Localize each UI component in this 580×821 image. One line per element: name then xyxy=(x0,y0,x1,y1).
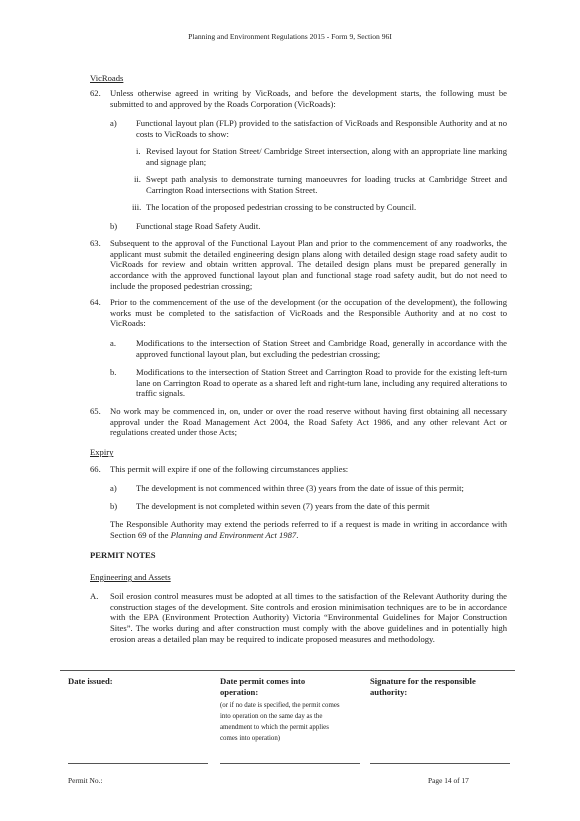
signature-label: Signature for the responsible authority: xyxy=(370,676,476,697)
date-issued-line xyxy=(68,763,208,764)
condition-62a-ii-text: Swept path analysis to demonstrate turning manoeuvres for loading trucks at Cambridge Street and Carrington Road intersections with Station Street. xyxy=(146,174,507,195)
condition-62a-iii-text: The location of the proposed pedestrian crossing to be constructed by Council. xyxy=(146,202,417,212)
signoff-top-rule xyxy=(60,670,515,671)
expiry-note-end: . xyxy=(296,529,299,540)
condition-66a-label: a) xyxy=(110,483,117,493)
condition-62a-label: a) xyxy=(110,118,117,128)
condition-62a-ii-label: ii. xyxy=(134,174,141,184)
condition-62b-text: Functional stage Road Safety Audit. xyxy=(136,221,261,231)
condition-63-text: Subsequent to the approval of the Functional Layout Plan and prior to the commencement of any roadworks, the applicant must submit the detailed engineering design plans along with detailed design stage road safety audit to VicRoads for review and obtain written approval. The detailed design plans must be prepared generally in accordance with the approved functional layout plan and functional stage road safety audit, but do not need to include the proposed pedestrian crossing; xyxy=(110,238,507,291)
signature-line xyxy=(370,763,510,764)
condition-66-number: 66. xyxy=(90,464,101,474)
section-heading-vicroads: VicRoads xyxy=(90,73,124,83)
act-title: Planning and Environment Act 1987 xyxy=(170,529,297,540)
condition-62a-text: Functional layout plan (FLP) provided to the satisfaction of VicRoads and Responsible Authority and at no costs to VicRoads to show: xyxy=(136,118,507,139)
date-operation-note: (or if no date is specified, the permit comes into operation on the same day as the amendment to which the permit applies comes into operation) xyxy=(220,702,340,742)
condition-65-text: No work may be commenced in, on, under or over the road reserve without having first obtaining all necessary approval under the Road Management Act 2004, the Road Safety Act 1986, and any other relevant Act or regulations created under those Acts; xyxy=(110,406,507,438)
condition-62-text: Unless otherwise agreed in writing by VicRoads, and before the development starts, the following must be submitted to and approved by the Roads Corporation (VicRoads): xyxy=(110,88,507,109)
condition-65-number: 65. xyxy=(90,406,101,416)
condition-66b-label: b) xyxy=(110,501,118,511)
condition-62a-i-label: i. xyxy=(136,146,141,156)
section-heading-expiry: Expiry xyxy=(90,447,114,457)
permit-number-label: Permit No.: xyxy=(68,776,103,785)
page-header: Planning and Environment Regulations 2015 - Form 9, Section 96I xyxy=(188,32,392,41)
expiry-note-start: The Responsible Authority may extend the periods referred to if a request is made in writing in accordance with Section 69 of the xyxy=(110,519,507,540)
condition-64-number: 64. xyxy=(90,297,101,307)
condition-64b-label: b. xyxy=(110,367,117,377)
date-issued-label: Date issued: xyxy=(68,676,113,686)
permit-notes-heading: PERMIT NOTES xyxy=(90,550,156,560)
condition-66a-text: The development is not commenced within three (3) years from the date of issue of this permit; xyxy=(136,483,464,493)
condition-64-text: Prior to the commencement of the use of the development (or the occupation of the development), the following works must be completed to the satisfaction of VicRoads and the Responsible Authority and at no cost to VicRoads: xyxy=(110,297,507,329)
page-number: Page 14 of 17 xyxy=(428,776,469,785)
condition-62-number: 62. xyxy=(90,88,101,98)
condition-64b-text: Modifications to the intersection of Station Street and Carrington Road to provide for the existing left-turn lane on Carrington Road to operate as a shared left and right-turn lane, including any required alterations to traffic signals. xyxy=(136,367,507,399)
condition-62a-i-text: Revised layout for Station Street/ Cambridge Street intersection, along with an appropriate line marking and signage plan; xyxy=(146,146,507,167)
engineering-assets-heading: Engineering and Assets xyxy=(90,572,171,582)
condition-66-text: This permit will expire if one of the following circumstances applies: xyxy=(110,464,349,474)
note-a-text: Soil erosion control measures must be adopted at all times to the satisfaction of the Relevant Authority during the construction stages of the development. Site controls and erosion minimisation techniques are to be in accordance with the EPA (Environment Protection Authority) Victoria “Environmental Guidelines for Major Construction Sites”. The works during and after construction must comply with the above guidelines and in potentially high erosion areas a detailed plan may be required to indicate proposed measures and methodology. xyxy=(110,591,507,644)
expiry-extension-note xyxy=(110,519,507,540)
condition-62b-label: b) xyxy=(110,221,118,231)
condition-64a-label: a. xyxy=(110,338,116,348)
note-a-label: A. xyxy=(90,591,99,601)
condition-62a-iii-label: iii. xyxy=(132,202,142,212)
condition-64a-text: Modifications to the intersection of Station Street and Cambridge Road, generally in accordance with the approved functional layout plan, but excluding the pedestrian crossing; xyxy=(136,338,507,359)
condition-66b-text: The development is not completed within seven (7) years from the date of this permit xyxy=(136,501,430,511)
condition-63-number: 63. xyxy=(90,238,101,248)
date-operation-label: Date permit comes into operation: xyxy=(220,676,306,697)
date-operation-line xyxy=(220,763,360,764)
